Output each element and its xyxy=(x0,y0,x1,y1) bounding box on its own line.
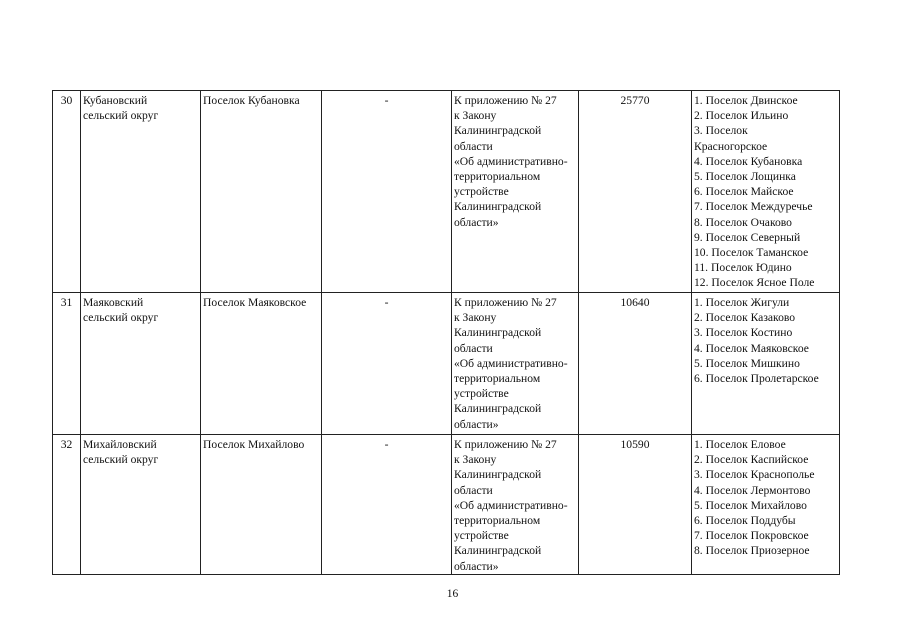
dash-cell xyxy=(322,293,452,435)
settlement-item: 6. Поселок Пролетарское xyxy=(694,372,819,386)
dash-value: - xyxy=(384,296,389,309)
law-reference-line: К приложению № 27 xyxy=(454,296,557,309)
settlement-item: 3. Поселок Краснополье xyxy=(694,468,815,482)
settlement-item: Красногорское xyxy=(694,139,768,153)
settlement-item: 7. Поселок Междуречье xyxy=(694,200,813,214)
settlement-item: 5. Поселок Лощинка xyxy=(694,170,796,184)
district-name-line: Кубановский xyxy=(83,94,148,107)
row-number: 31 xyxy=(60,296,73,309)
law-reference-line: Калининградской xyxy=(454,200,542,214)
table-row xyxy=(53,91,840,293)
row-number: 32 xyxy=(60,438,73,451)
table-body xyxy=(53,91,840,575)
law-reference-line: устройстве xyxy=(454,387,509,401)
row-number-cell xyxy=(53,435,81,575)
table-row xyxy=(53,435,840,575)
table-row xyxy=(53,293,840,435)
law-reference-line: «Об административно- xyxy=(454,154,568,168)
settlement-item: 5. Поселок Михайлово xyxy=(694,498,807,512)
settlement-item: 11. Поселок Юдино xyxy=(694,261,792,275)
district-name-cell xyxy=(81,435,201,575)
settlement-item: 9. Поселок Северный xyxy=(694,230,801,244)
settlement-item: 5. Поселок Мишкино xyxy=(694,356,800,370)
population-value: 10640 xyxy=(620,296,650,309)
districts-table xyxy=(52,90,840,575)
settlement-item: 1. Поселок Жигули xyxy=(694,296,790,309)
law-reference-line: Калининградской xyxy=(454,124,542,138)
law-reference-line: Калининградской xyxy=(454,468,542,482)
dash-cell xyxy=(322,435,452,575)
settlement-item: 2. Поселок Каспийское xyxy=(694,453,809,467)
law-reference-line: «Об административно- xyxy=(454,498,568,512)
law-reference-line: Калининградской xyxy=(454,402,542,416)
law-reference-line: области» xyxy=(454,559,499,573)
population-cell xyxy=(579,91,692,293)
settlement-item: 8. Поселок Очаково xyxy=(694,215,792,229)
settlement-item: 1. Поселок Еловое xyxy=(694,438,786,451)
population-value: 25770 xyxy=(620,94,650,107)
dash-cell xyxy=(322,91,452,293)
law-reference-cell xyxy=(452,293,579,435)
page-number: 16 xyxy=(446,588,459,600)
district-name-line: Михайловский xyxy=(83,438,157,451)
settlements-cell xyxy=(692,293,840,435)
settlement-item: 4. Поселок Маяковское xyxy=(694,341,809,355)
admin-center: Поселок Маяковское xyxy=(203,296,307,309)
settlement-item: 4. Поселок Лермонтово xyxy=(694,483,811,497)
settlement-item: 10. Поселок Таманское xyxy=(694,246,809,260)
law-reference-line: области» xyxy=(454,215,499,229)
law-reference-line: области» xyxy=(454,417,499,431)
law-reference-line: к Закону xyxy=(454,109,497,123)
law-reference-line: к Закону xyxy=(454,453,497,467)
row-number-cell xyxy=(53,91,81,293)
admin-center-cell xyxy=(201,293,322,435)
law-reference-line: области xyxy=(454,139,493,153)
population-cell xyxy=(579,293,692,435)
settlement-item: 8. Поселок Приозерное xyxy=(694,544,810,558)
law-reference-line: Калининградской xyxy=(454,326,542,340)
law-reference-line: К приложению № 27 xyxy=(454,438,557,451)
settlement-item: 6. Поселок Майское xyxy=(694,185,794,199)
dash-value: - xyxy=(384,438,389,451)
law-reference-line: к Закону xyxy=(454,311,497,325)
law-reference-cell xyxy=(452,91,579,293)
district-name-line: сельский округ xyxy=(83,311,159,325)
district-name-line: сельский округ xyxy=(83,453,159,467)
settlement-item: 1. Поселок Двинское xyxy=(694,94,798,107)
district-name-line: сельский округ xyxy=(83,109,159,123)
admin-center-cell xyxy=(201,435,322,575)
law-reference-line: территориальном xyxy=(454,170,541,184)
population-value: 10590 xyxy=(620,438,650,451)
law-reference-line: области xyxy=(454,483,493,497)
law-reference-line: устройстве xyxy=(454,185,509,199)
admin-center: Поселок Кубановка xyxy=(203,94,300,107)
district-name-line: Маяковский xyxy=(83,296,144,309)
law-reference-line: территориальном xyxy=(454,372,541,386)
settlement-item: 12. Поселок Ясное Поле xyxy=(694,276,815,290)
law-reference-line: области xyxy=(454,341,493,355)
row-number-cell xyxy=(53,293,81,435)
law-reference-cell xyxy=(452,435,579,575)
settlement-item: 3. Поселок Костино xyxy=(694,326,793,340)
law-reference-line: Калининградской xyxy=(454,544,542,558)
row-number: 30 xyxy=(60,94,73,107)
district-name-cell xyxy=(81,91,201,293)
settlement-item: 4. Поселок Кубановка xyxy=(694,154,803,168)
dash-value: - xyxy=(384,94,389,107)
admin-center-cell xyxy=(201,91,322,293)
settlement-item: 2. Поселок Казаково xyxy=(694,311,796,325)
settlements-cell xyxy=(692,435,840,575)
district-name-cell xyxy=(81,293,201,435)
law-reference-line: устройстве xyxy=(454,529,509,543)
law-reference-line: К приложению № 27 xyxy=(454,94,557,107)
settlements-cell xyxy=(692,91,840,293)
admin-center: Поселок Михайлово xyxy=(203,438,305,451)
law-reference-line: территориальном xyxy=(454,514,541,528)
settlement-item: 3. Поселок xyxy=(694,124,748,138)
settlement-item: 2. Поселок Ильино xyxy=(694,109,789,123)
law-reference-line: «Об административно- xyxy=(454,356,568,370)
settlement-item: 6. Поселок Поддубы xyxy=(694,514,796,528)
settlement-item: 7. Поселок Покровское xyxy=(694,529,809,543)
population-cell xyxy=(579,435,692,575)
